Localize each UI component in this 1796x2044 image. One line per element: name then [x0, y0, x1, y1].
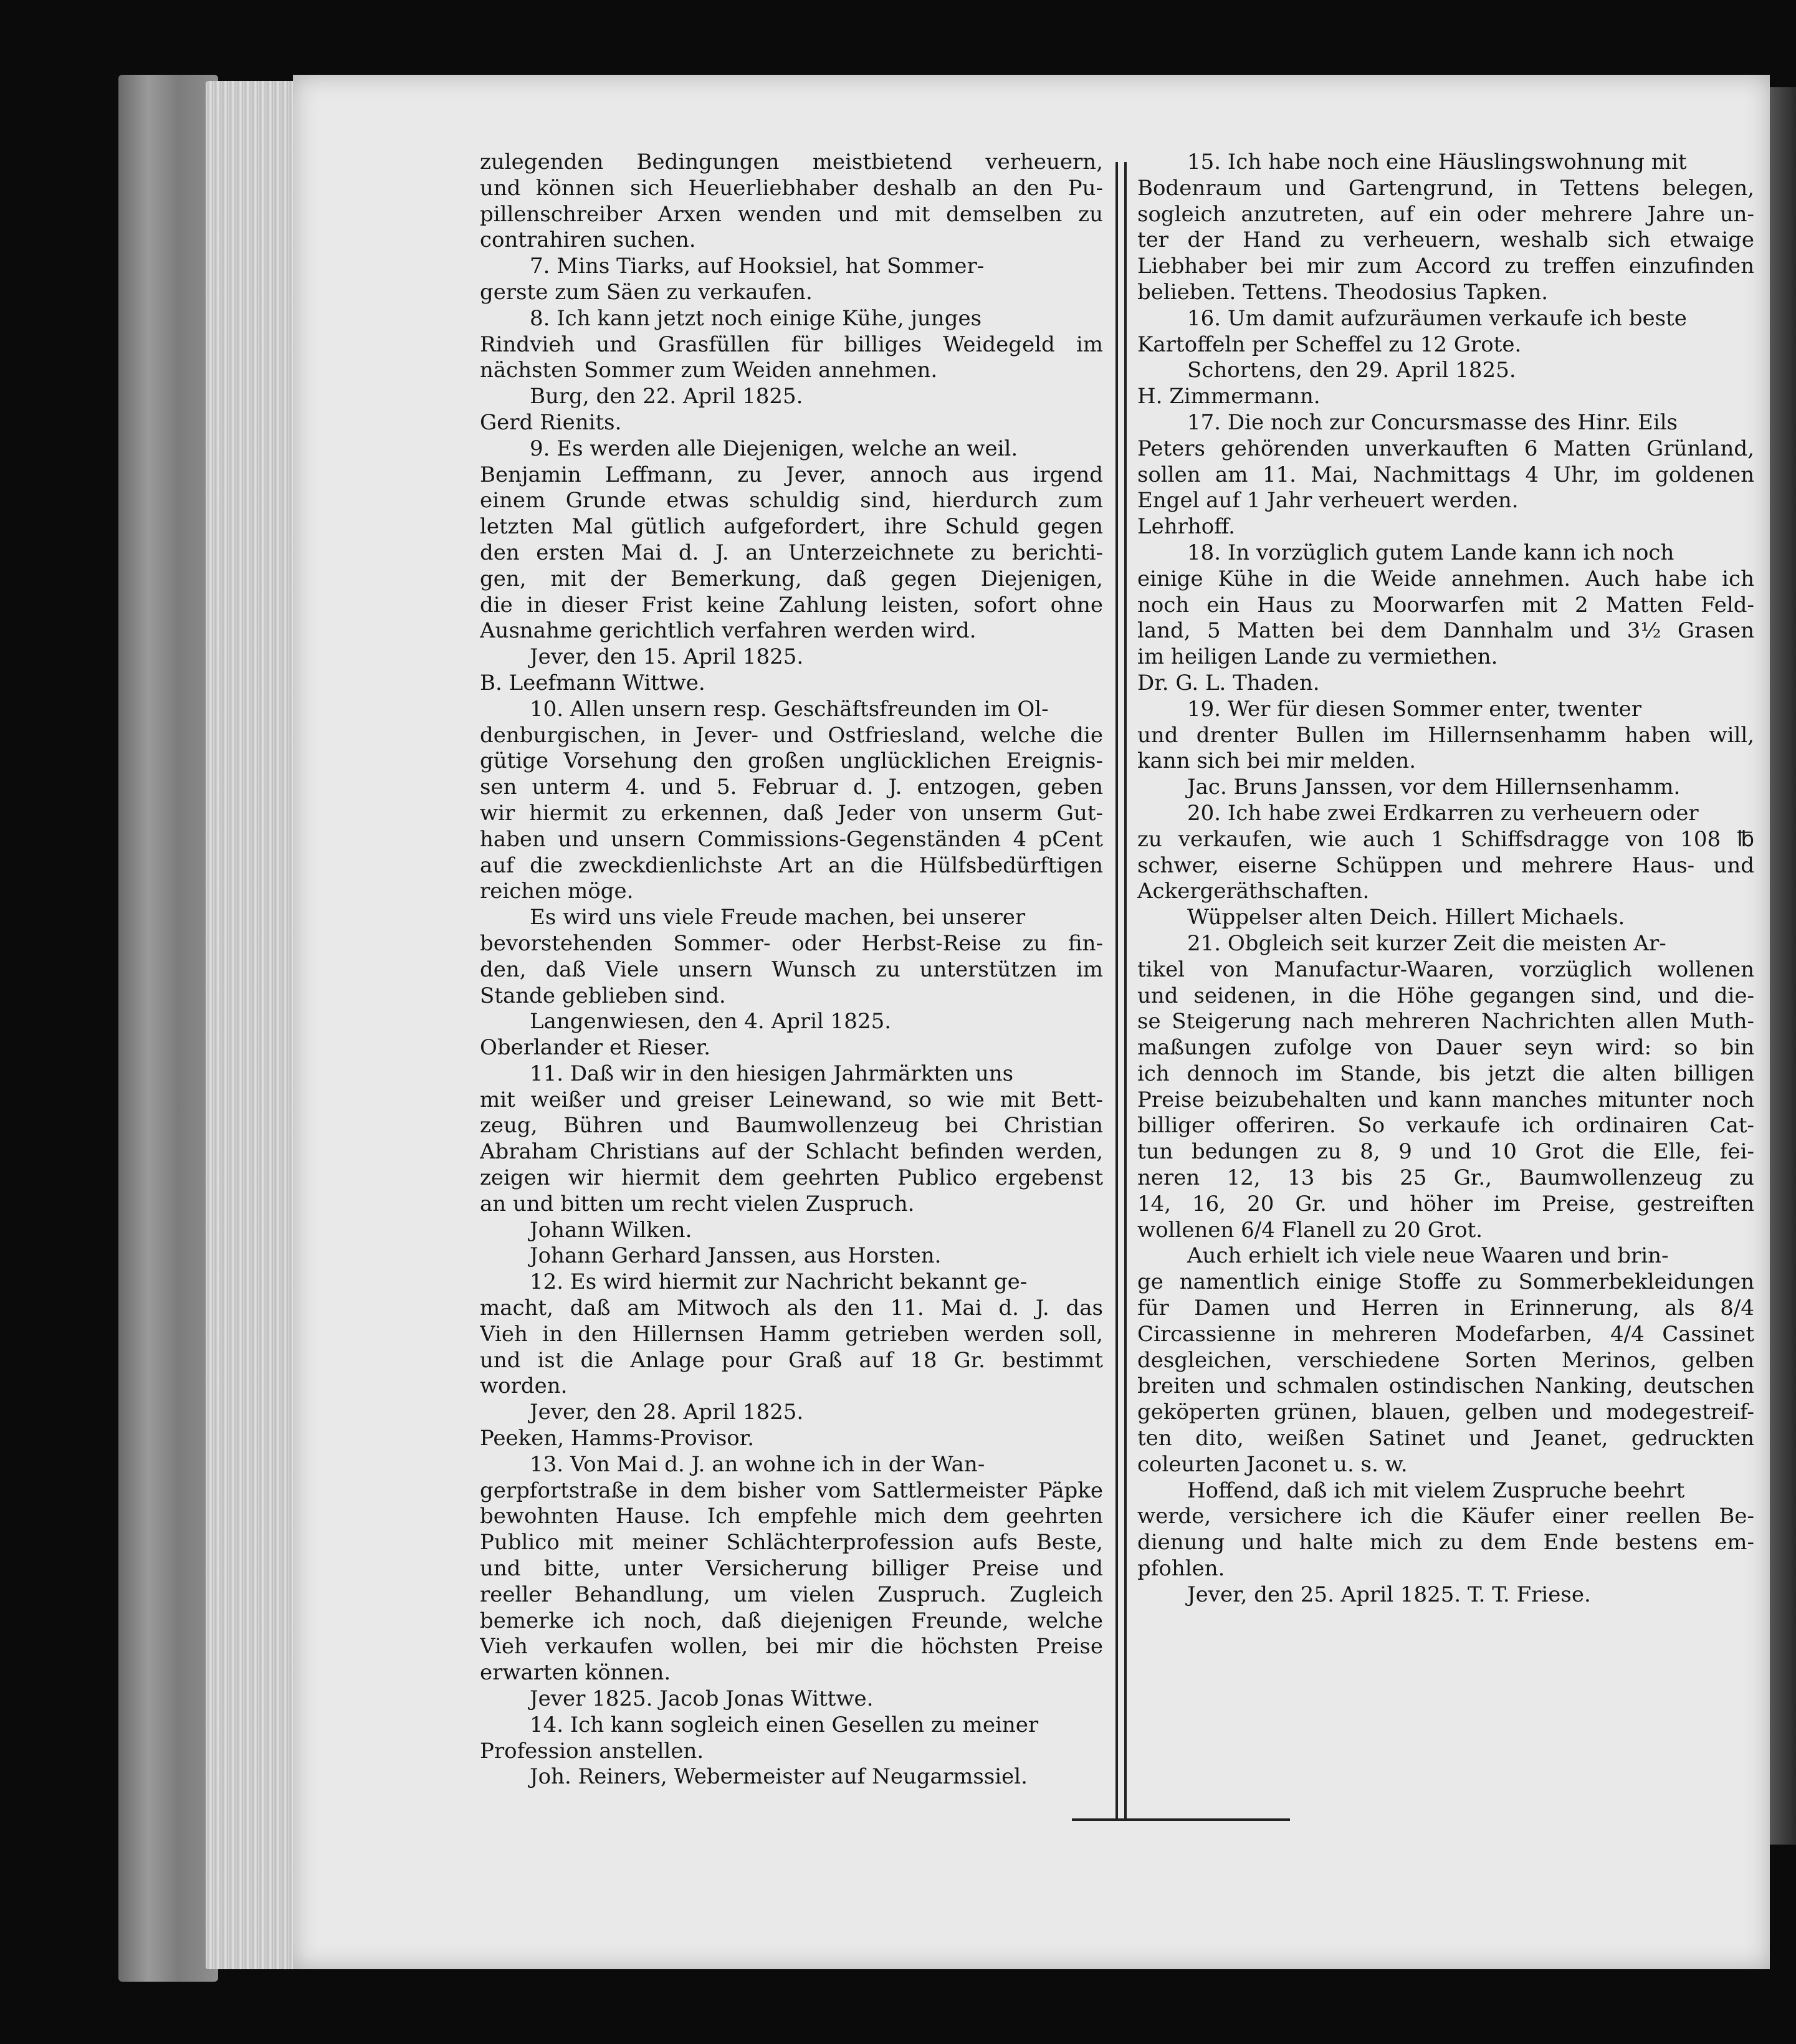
text-line: zulegenden Bedingungen meistbietend verheuern, [480, 150, 1103, 174]
text-line: 12. Es wird hiermit zur Nachricht bekannt ge- [530, 1269, 1028, 1295]
text-line: 13. Von Mai d. J. an wohne ich in der Wan- [530, 1451, 985, 1477]
text-line: pfohlen. [1137, 1556, 1225, 1582]
text-line: ge namentlich einige Stoffe zu Sommerbekleidungen [1137, 1269, 1754, 1295]
text-line: sen unterm 4. und 5. Februar d. J. entzogen, geben [480, 775, 1103, 800]
text-line: Publico mit meiner Schlächterprofession aufs Beste, [480, 1530, 1103, 1555]
text-line: H. Zimmermann. [1137, 384, 1321, 409]
text-line: sollen am 11. Mai, Nachmittags 4 Uhr, im goldenen [1137, 462, 1754, 487]
text-line: für Damen und Herren in Erinnerung, als 8/4 [1137, 1296, 1754, 1321]
text-line: den ersten Mai d. J. an Unterzeichnete zu berichti- [480, 540, 1103, 565]
text-line: se Steigerung nach mehreren Nachrichten allen Muth- [1137, 1009, 1754, 1034]
page-stack-edge [206, 81, 299, 1969]
text-line: 9. Es werden alle Diejenigen, welche an weil. [530, 436, 1018, 461]
text-line: Stande geblieben sind. [480, 983, 726, 1008]
left-column [480, 150, 1103, 1790]
text-line: einem Grunde etwas schuldig sind, hierdurch zum [480, 488, 1103, 513]
text-line: Jever, den 28. April 1825. [530, 1400, 804, 1425]
text-line: billiger offeriren. So verkaufe ich ordinairen Cat- [1137, 1113, 1754, 1139]
text-line: 18. In vorzüglich gutem Lande kann ich noch [1187, 540, 1674, 565]
text-line: Abraham Christians auf der Schlacht befinden werden, [480, 1139, 1103, 1165]
text-line: 14. Ich kann sogleich einen Gesellen zu meiner [530, 1712, 1039, 1737]
text-line: letzten Mal gütlich aufgefordert, ihre Schuld gegen [480, 514, 1103, 540]
text-line: Dr. G. L. Thaden. [1137, 670, 1320, 695]
text-line: Burg, den 22. April 1825. [530, 384, 803, 409]
text-line: an und bitten um recht vielen Zuspruch. [480, 1191, 915, 1216]
text-line: neren 12, 13 bis 25 Gr., Baumwollenzeug zu [1137, 1165, 1754, 1191]
text-line: zeug, Bühren und Baumwollenzeug bei Christian [480, 1113, 1103, 1139]
text-line: Preise beizubehalten und kann manches mitunter noch [1137, 1087, 1754, 1112]
text-line: Jever, den 25. April 1825. T. T. Friese. [1187, 1582, 1591, 1607]
text-line: Vieh verkaufen wollen, bei mir die höchsten Preise [480, 1634, 1103, 1660]
text-line: Jever, den 15. April 1825. [530, 644, 804, 670]
text-line: sogleich anzutreten, auf ein oder mehrere Jahre un- [1137, 201, 1754, 227]
text-line: tun bedungen zu 8, 9 und 10 Grot die Elle, fei- [1137, 1139, 1754, 1165]
text-line: Ausnahme gerichtlich verfahren werden wird. [480, 618, 977, 644]
text-line: 19. Wer für diesen Sommer enter, twenter [1187, 696, 1641, 722]
text-line: mit weißer und greiser Leinewand, so wie mit Bett- [480, 1087, 1103, 1112]
text-line: die in dieser Frist keine Zahlung leisten, sofort ohne [480, 592, 1103, 618]
text-line: haben und unsern Commissions-Gegenständen 4 pCent [480, 826, 1103, 852]
text-line: zeigen wir hiermit dem geehrten Publico ergebenst [480, 1165, 1103, 1191]
text-line: und können sich Heuerliebhaber deshalb an den Pu- [480, 175, 1103, 201]
text-line: pillenschreiber Arxen wenden und mit demselben zu [480, 201, 1103, 227]
bottom-rule [1072, 1818, 1290, 1821]
text-line: reeller Behandlung, um vielen Zuspruch. Zugleich [480, 1582, 1103, 1607]
text-line: schwer, eiserne Schüppen und mehrere Haus- und [1137, 852, 1754, 878]
text-line: gerste zum Säen zu verkaufen. [480, 279, 813, 305]
text-line: dienung und halte mich zu dem Ende bestens em- [1137, 1530, 1754, 1555]
text-line: Engel auf 1 Jahr verheuert werden. [1137, 488, 1519, 513]
right-column [1137, 150, 1754, 1608]
text-line: Gerd Rienits. [480, 409, 622, 435]
text-line: denburgischen, in Jever- und Ostfriesland, welche die [480, 722, 1103, 748]
text-line: tikel von Manufactur-Waaren, vorzüglich wollenen [1137, 957, 1754, 982]
text-line: 11. Daß wir in den hiesigen Jahrmärkten uns [530, 1061, 1014, 1086]
text-line: einige Kühe in die Weide annehmen. Auch habe ich [1137, 566, 1754, 591]
text-line: Oberlander et Rieser. [480, 1035, 711, 1061]
text-line: erwarten können. [480, 1660, 671, 1686]
text-line: Rindvieh und Grasfüllen für billiges Weidegeld im [480, 332, 1103, 357]
text-line: breiten und schmalen ostindischen Nanking, deutschen [1137, 1373, 1754, 1399]
text-line: zu verkaufen, wie auch 1 Schiffsdragge von 108 ℔ [1137, 826, 1754, 852]
text-line: bevorstehenden Sommer- oder Herbst-Reise zu fin- [480, 930, 1103, 956]
text-line: worden. [480, 1373, 568, 1399]
text-line: 16. Um damit aufzuräumen verkaufe ich beste [1187, 305, 1687, 331]
text-line: Wüppelser alten Deich. Hillert Michaels. [1187, 905, 1625, 930]
text-line: Profession anstellen. [480, 1738, 704, 1764]
text-line: 8. Ich kann jetzt noch einige Kühe, junges [530, 305, 982, 331]
text-line: bemerke ich noch, daß diejenigen Freunde, welche [480, 1608, 1103, 1633]
text-line: coleurten Jaconet u. s. w. [1137, 1451, 1408, 1477]
text-line: Auch erhielt ich viele neue Waaren und brin- [1187, 1243, 1669, 1269]
text-line: 10. Allen unsern resp. Geschäftsfreunden im Ol- [530, 696, 1049, 722]
text-line: Benjamin Leffmann, zu Jever, annoch aus irgend [480, 462, 1103, 487]
text-line: Johann Gerhard Janssen, aus Horsten. [530, 1243, 942, 1269]
text-line: gen, mit der Bemerkung, daß gegen Diejenigen, [480, 566, 1103, 591]
text-line: Ackergeräthschaften. [1137, 879, 1370, 904]
text-line: nächsten Sommer zum Weiden annehmen. [480, 358, 938, 383]
column-divider-rule [1115, 162, 1127, 1820]
text-line: ich dennoch im Stande, bis jetzt die alten billigen [1137, 1061, 1754, 1086]
text-line: 17. Die noch zur Concursmasse des Hinr. Eils [1187, 409, 1678, 435]
text-line: Kartoffeln per Scheffel zu 12 Grote. [1137, 332, 1522, 357]
text-line: desgleichen, verschiedene Sorten Merinos, gelben [1137, 1347, 1754, 1373]
text-line: Hoffend, daß ich mit vielem Zuspruche beehrt [1187, 1478, 1685, 1503]
text-line: kann sich bei mir melden. [1137, 748, 1416, 774]
text-line: geköperten grünen, blauen, gelben und modegestreif- [1137, 1400, 1754, 1425]
text-line: Vieh in den Hillernsen Hamm getrieben werden soll, [480, 1321, 1103, 1347]
text-line: 21. Obgleich seit kurzer Zeit die meisten Ar- [1187, 930, 1666, 956]
text-line: 15. Ich habe noch eine Häuslingswohnung mit [1187, 150, 1687, 174]
text-line: Peeken, Hamms-Provisor. [480, 1426, 755, 1451]
text-line: reichen möge. [480, 879, 634, 904]
text-line: und seidenen, in die Höhe gegangen sind, und die- [1137, 983, 1754, 1008]
text-line: Jever 1825. Jacob Jonas Wittwe. [530, 1686, 874, 1712]
text-line: Langenwiesen, den 4. April 1825. [530, 1009, 892, 1034]
text-line: Joh. Reiners, Webermeister auf Neugarmssiel. [530, 1764, 1028, 1790]
text-line: 14, 16, 20 Gr. und höher im Preise, gestreiften [1137, 1191, 1754, 1216]
book-spine-edge [118, 75, 218, 1982]
text-line: macht, daß am Mitwoch als den 11. Mai d. J. das [480, 1296, 1103, 1321]
text-line: auf die zweckdienlichste Art an die Hülfsbedürftigen [480, 852, 1103, 878]
text-line: und drenter Bullen im Hillernsenhamm haben will, [1137, 722, 1754, 748]
text-line: Liebhaber bei mir zum Accord zu treffen einzufinden [1137, 254, 1754, 279]
text-line: Circassienne in mehreren Modefarben, 4/4 Cassinet [1137, 1321, 1754, 1347]
text-line: contrahiren suchen. [480, 227, 696, 253]
text-line: bewohnten Hause. Ich empfehle mich dem geehrten [480, 1504, 1103, 1529]
text-line: und ist die Anlage pour Graß auf 18 Gr. bestimmt [480, 1347, 1103, 1373]
text-line: maßungen zufolge von Dauer seyn wird: so bin [1137, 1035, 1754, 1061]
text-line: Schortens, den 29. April 1825. [1187, 358, 1516, 383]
text-line: gerpfortstraße in dem bisher vom Sattlermeister Päpke [480, 1478, 1103, 1503]
page [293, 75, 1770, 1969]
text-line: noch ein Haus zu Moorwarfen mit 2 Matten Feld- [1137, 592, 1754, 618]
text-line: Jac. Bruns Janssen, vor dem Hillernsenhamm. [1187, 775, 1681, 800]
text-line: ter der Hand zu verheuern, weshalb sich etwaige [1137, 227, 1754, 253]
text-line: gütige Vorsehung den großen unglücklichen Ereignis- [480, 748, 1103, 774]
text-line: land, 5 Matten bei dem Dannhalm und 3½ Grasen [1137, 618, 1754, 644]
text-line: werde, versichere ich die Käufer einer reellen Be- [1137, 1504, 1754, 1529]
text-line: 7. Mins Tiarks, auf Hooksiel, hat Sommer- [530, 254, 985, 279]
text-line: Lehrhoff. [1137, 514, 1235, 540]
text-line: wir hiermit zu erkennen, daß Jeder von unserm Gut- [480, 800, 1103, 826]
text-line: Peters gehörenden unverkauften 6 Matten Grünland, [1137, 436, 1754, 461]
text-line: wollenen 6/4 Flanell zu 20 Grot. [1137, 1217, 1483, 1243]
text-line: den, daß Viele unsern Wunsch zu unterstützen im [480, 957, 1103, 982]
text-line: Johann Wilken. [530, 1217, 692, 1243]
text-line: ten dito, weißen Satinet und Jeanet, gedruckten [1137, 1426, 1754, 1451]
text-line: Bodenraum und Gartengrund, in Tettens belegen, [1137, 175, 1754, 201]
text-line: Es wird uns viele Freude machen, bei unserer [530, 905, 1026, 930]
text-line: belieben. Tettens. Theodosius Tapken. [1137, 279, 1549, 305]
text-line: und bitte, unter Versicherung billiger Preise und [480, 1556, 1103, 1582]
text-line: im heiligen Lande zu vermiethen. [1137, 644, 1498, 670]
text-line: B. Leefmann Wittwe. [480, 670, 705, 695]
text-line: 20. Ich habe zwei Erdkarren zu verheuern oder [1187, 800, 1699, 826]
